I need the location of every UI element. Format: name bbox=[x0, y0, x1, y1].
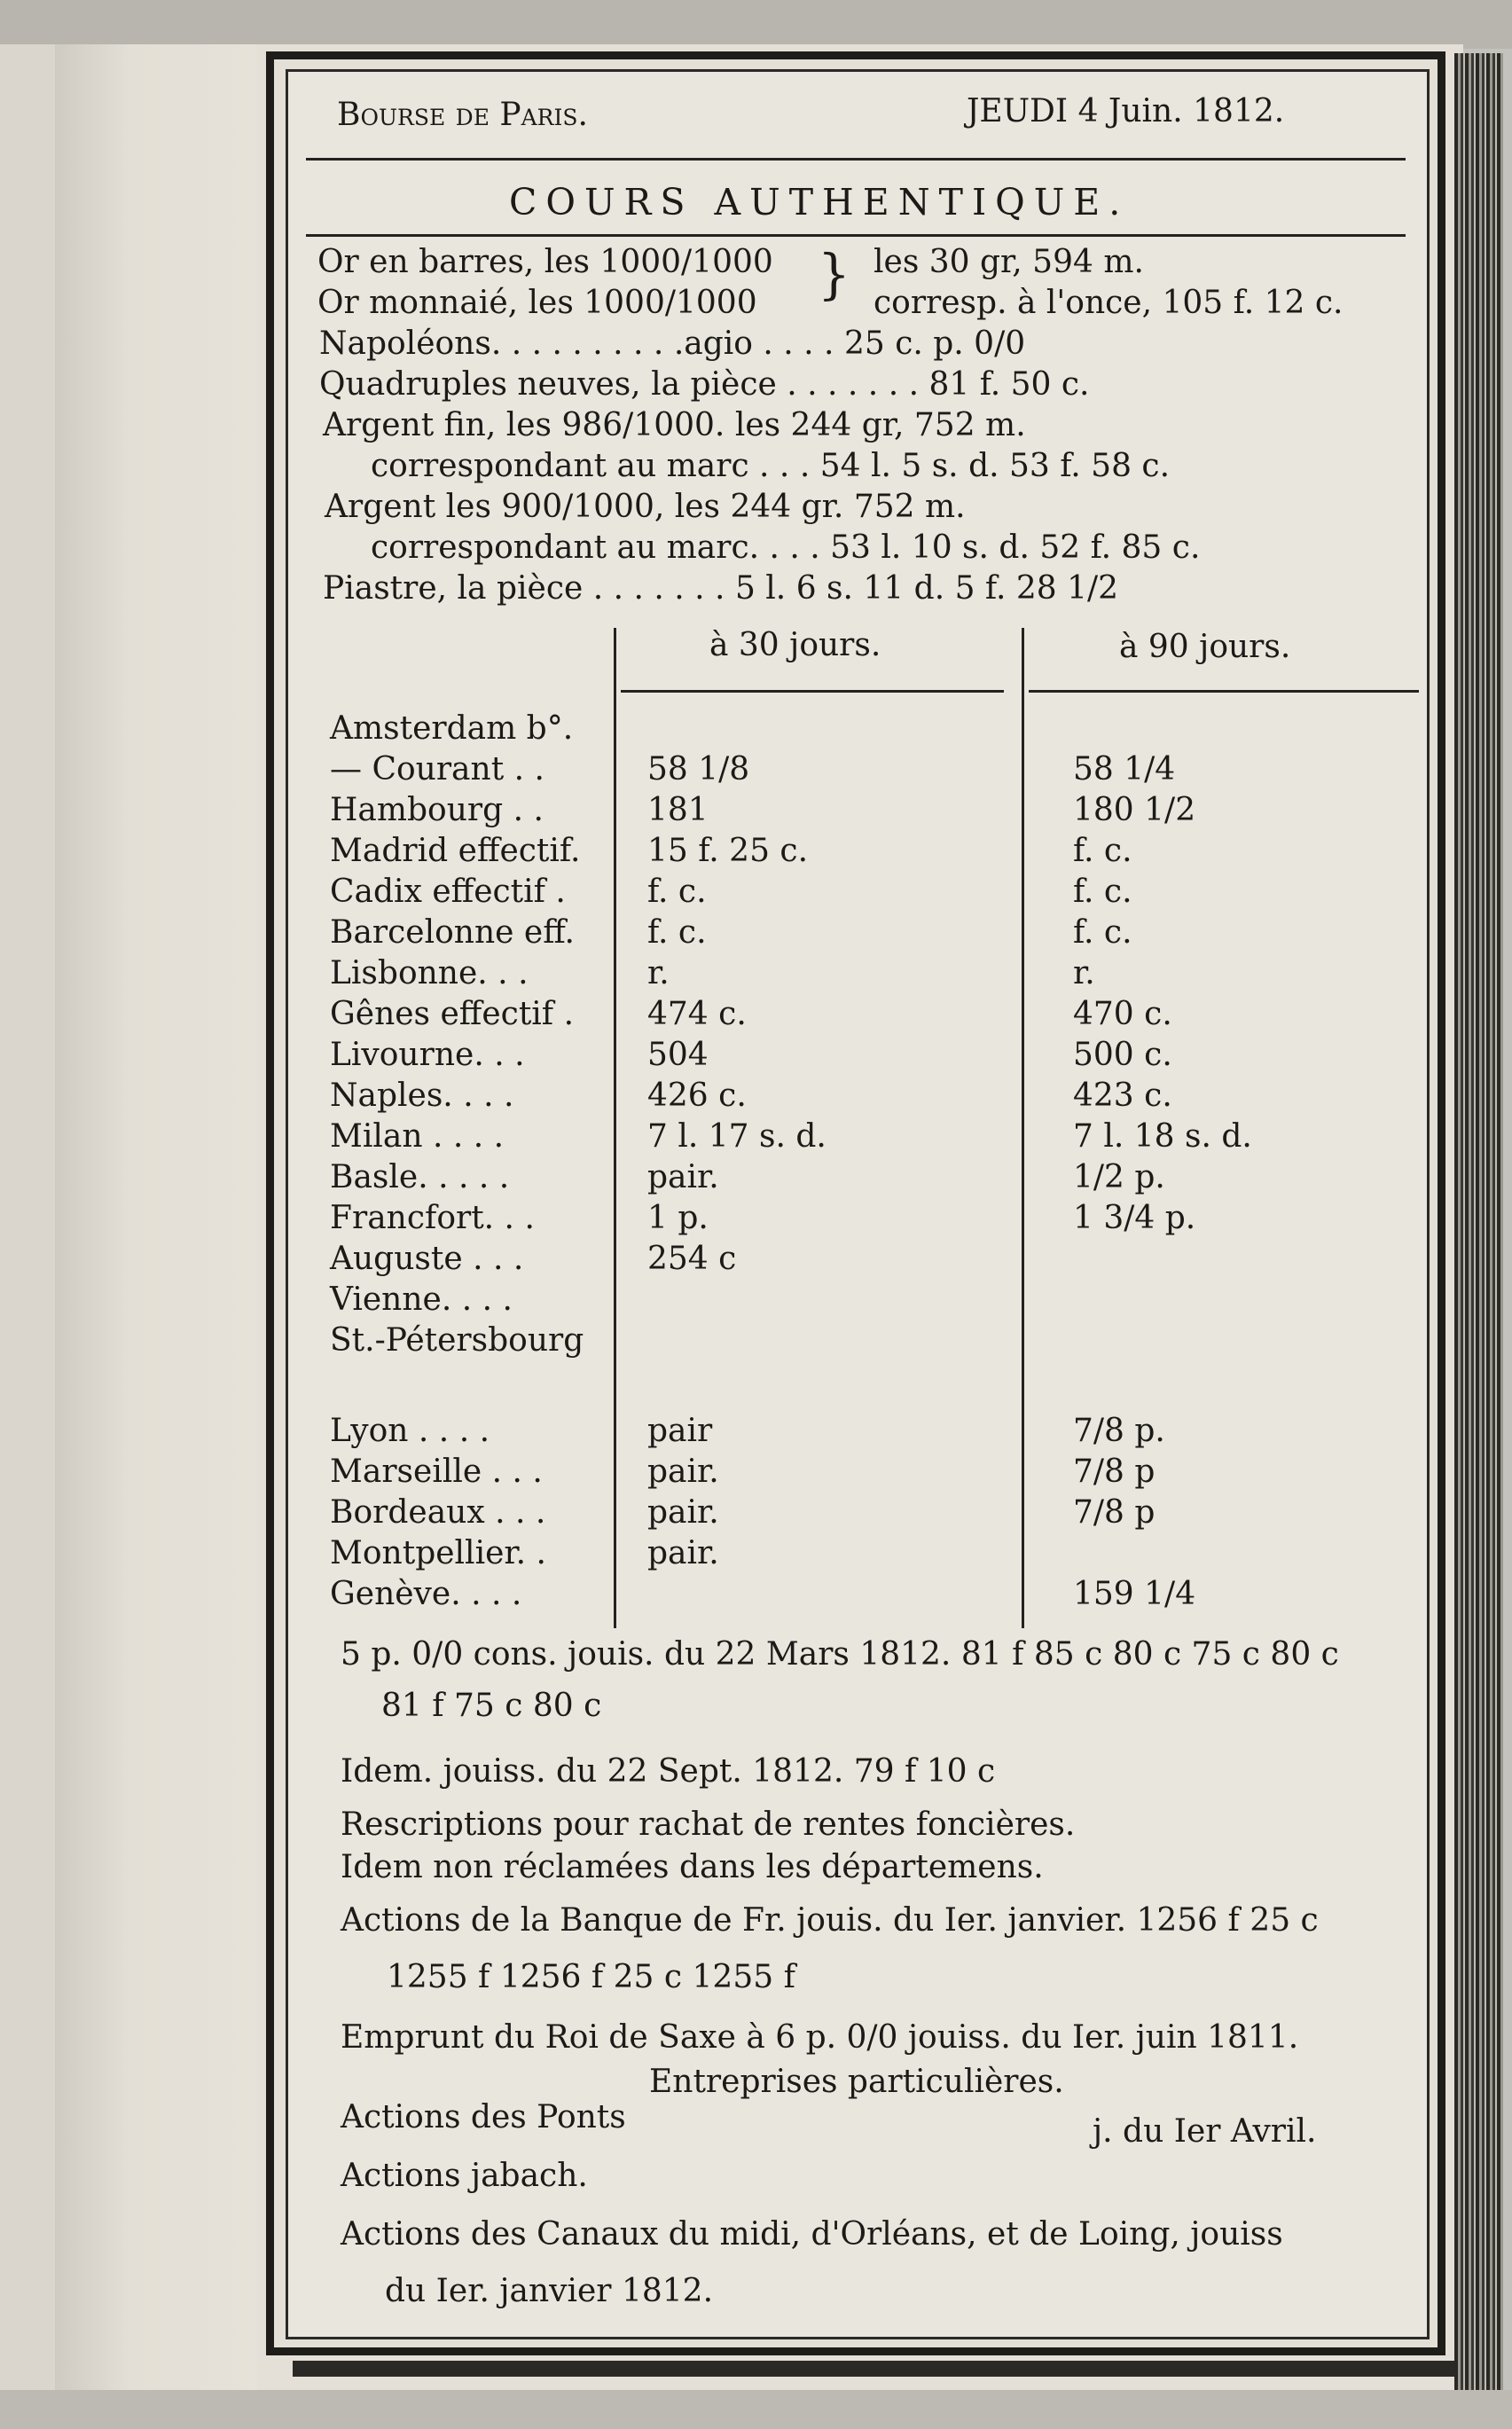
exchange-place: Montpellier. . bbox=[330, 1535, 546, 1571]
exchange-place: St.-Pétersbourg bbox=[330, 1322, 584, 1359]
funds-subheading: Entreprises particulières. bbox=[649, 2064, 1064, 2100]
bottom-binding bbox=[293, 2361, 1454, 2377]
exchange-place: Livourne. . . bbox=[330, 1037, 525, 1073]
top-shadow bbox=[0, 0, 1512, 49]
funds-line: Actions de la Banque de Fr. jouis. du Ier. janvier. 1256 f 25 c bbox=[341, 1902, 1319, 1939]
page-edges bbox=[1454, 53, 1503, 2394]
col2-header: à 90 jours. bbox=[1119, 629, 1291, 665]
gold-bars-line: Or en barres, les 1000/1000 bbox=[317, 244, 773, 280]
header-rule bbox=[306, 158, 1406, 161]
gold-coin-line: Or monnaié, les 1000/1000 bbox=[317, 285, 757, 321]
funds-line: Rescriptions pour rachat de rentes foncières. bbox=[341, 1806, 1076, 1843]
exchange-90-day: 1/2 p. bbox=[1073, 1159, 1165, 1195]
exchange-90-day: f. c. bbox=[1073, 833, 1132, 869]
exchange-90-day: f. c. bbox=[1073, 914, 1132, 951]
gold-weight: les 30 gr, 594 m. bbox=[874, 244, 1144, 280]
exchange-place: Madrid effectif. bbox=[330, 833, 581, 869]
exchange-30-day: f. c. bbox=[647, 914, 707, 951]
header-left: Bourse de Paris. bbox=[337, 97, 588, 133]
exchange-90-day: 58 1/4 bbox=[1073, 751, 1176, 787]
exchange-90-day: 7/8 p bbox=[1073, 1494, 1156, 1531]
silver-900-line: Argent les 900/1000, les 244 gr. 752 m. bbox=[325, 489, 966, 525]
quadruples-line: Quadruples neuves, la pièce . . . . . . . 81 f. 50 c. bbox=[319, 366, 1090, 403]
exchange-place: Lyon . . . . bbox=[330, 1413, 490, 1449]
funds-line: Emprunt du Roi de Saxe à 6 p. 0/0 jouiss. du Ier. juin 1811. bbox=[341, 2019, 1299, 2056]
exchange-place: Naples. . . . bbox=[330, 1077, 514, 1114]
exchange-place: Basle. . . . . bbox=[330, 1159, 510, 1195]
gold-ounce-price: corresp. à l'once, 105 f. 12 c. bbox=[874, 285, 1344, 321]
exchange-30-day: pair bbox=[647, 1413, 713, 1449]
funds-line: 1255 f 1256 f 25 c 1255 f bbox=[387, 1959, 795, 1995]
exchange-90-day: r. bbox=[1073, 955, 1095, 991]
table-rule-left bbox=[614, 628, 616, 1628]
exchange-90-day: 470 c. bbox=[1073, 996, 1172, 1032]
exchange-place: Bordeaux . . . bbox=[330, 1494, 546, 1531]
exchange-30-day: pair. bbox=[647, 1494, 719, 1531]
exchange-30-day: 1 p. bbox=[647, 1200, 709, 1236]
exchange-90-day: 7 l. 18 s. d. bbox=[1073, 1118, 1252, 1155]
exchange-90-day: f. c. bbox=[1073, 874, 1132, 910]
exchange-30-day: 181 bbox=[647, 792, 709, 828]
table-rule-middle bbox=[1022, 628, 1024, 1628]
funds-line: Idem non réclamées dans les départemens. bbox=[341, 1849, 1044, 1885]
exchange-place: Cadix effectif . bbox=[330, 874, 566, 910]
exchange-90-day: 7/8 p. bbox=[1073, 1413, 1165, 1449]
exchange-90-day: 423 c. bbox=[1073, 1077, 1172, 1114]
exchange-place: Barcelonne eff. bbox=[330, 914, 575, 951]
exchange-place: Genève. . . . bbox=[330, 1576, 522, 1612]
header-right: JEUDI 4 Juin. 1812. bbox=[967, 93, 1285, 129]
exchange-30-day: pair. bbox=[647, 1535, 719, 1571]
exchange-90-day: 180 1/2 bbox=[1073, 792, 1196, 828]
funds-line: Idem. jouiss. du 22 Sept. 1812. 79 f 10 c bbox=[341, 1753, 996, 1790]
exchange-place: Hambourg . . bbox=[330, 792, 544, 828]
page-title: COURS AUTHENTIQUE. bbox=[509, 181, 1130, 223]
exchange-90-day: 7/8 p bbox=[1073, 1453, 1156, 1490]
exchange-place: Auguste . . . bbox=[330, 1241, 524, 1277]
exchange-place: Amsterdam b°. bbox=[330, 710, 574, 747]
col2-header-rule bbox=[1029, 690, 1419, 693]
exchange-place: Gênes effectif . bbox=[330, 996, 575, 1032]
funds-line: du Ier. janvier 1812. bbox=[385, 2273, 714, 2309]
exchange-30-day: 474 c. bbox=[647, 996, 747, 1032]
funds-line: j. du Ier Avril. bbox=[1093, 2113, 1317, 2150]
funds-line: Actions jabach. bbox=[341, 2158, 588, 2194]
bottom-page-edge bbox=[0, 2390, 1512, 2429]
funds-line: 81 f 75 c 80 c bbox=[381, 1688, 602, 1724]
col1-header: à 30 jours. bbox=[709, 627, 881, 663]
exchange-place: Francfort. . . bbox=[330, 1200, 535, 1236]
exchange-90-day: 159 1/4 bbox=[1073, 1576, 1196, 1612]
book-gutter bbox=[55, 44, 268, 2429]
exchange-30-day: 7 l. 17 s. d. bbox=[647, 1118, 827, 1155]
exchange-30-day: f. c. bbox=[647, 874, 707, 910]
exchange-30-day: 15 f. 25 c. bbox=[647, 833, 809, 869]
exchange-place: — Courant . . bbox=[330, 751, 544, 787]
funds-line: 5 p. 0/0 cons. jouis. du 22 Mars 1812. 81 f 85 c 80 c 75 c 80 c bbox=[341, 1636, 1339, 1673]
exchange-place: Vienne. . . . bbox=[330, 1281, 513, 1318]
silver-900-marc: correspondant au marc. . . . 53 l. 10 s. d. 52 f. 85 c. bbox=[371, 529, 1201, 566]
brace: } bbox=[818, 242, 850, 306]
exchange-30-day: r. bbox=[647, 955, 670, 991]
exchange-30-day: 426 c. bbox=[647, 1077, 747, 1114]
exchange-30-day: 58 1/8 bbox=[647, 751, 750, 787]
silver-fine-marc: correspondant au marc . . . 54 l. 5 s. d. 53 f. 58 c. bbox=[371, 448, 1171, 484]
exchange-30-day: pair. bbox=[647, 1453, 719, 1490]
piastre-line: Piastre, la pièce . . . . . . . 5 l. 6 s. 11 d. 5 f. 28 1/2 bbox=[323, 570, 1119, 607]
exchange-90-day: 1 3/4 p. bbox=[1073, 1200, 1196, 1236]
exchange-90-day: 500 c. bbox=[1073, 1037, 1172, 1073]
left-page-edge bbox=[0, 44, 57, 2429]
exchange-30-day: 504 bbox=[647, 1037, 709, 1073]
exchange-30-day: pair. bbox=[647, 1159, 719, 1195]
exchange-place: Lisbonne. . . bbox=[330, 955, 529, 991]
exchange-place: Marseille . . . bbox=[330, 1453, 543, 1490]
napoleons-line: Napoléons. . . . . . . . . .agio . . . . 25 c. p. 0/0 bbox=[319, 325, 1026, 362]
exchange-place: Milan . . . . bbox=[330, 1118, 505, 1155]
funds-line: Actions des Ponts bbox=[341, 2099, 626, 2135]
title-rule bbox=[306, 234, 1406, 237]
exchange-30-day: 254 c bbox=[647, 1241, 737, 1277]
silver-fine-line: Argent fin, les 986/1000. les 244 gr, 752 m. bbox=[323, 407, 1026, 443]
col1-header-rule bbox=[621, 690, 1004, 693]
funds-line: Actions des Canaux du midi, d'Orléans, et de Loing, jouiss bbox=[341, 2216, 1283, 2253]
